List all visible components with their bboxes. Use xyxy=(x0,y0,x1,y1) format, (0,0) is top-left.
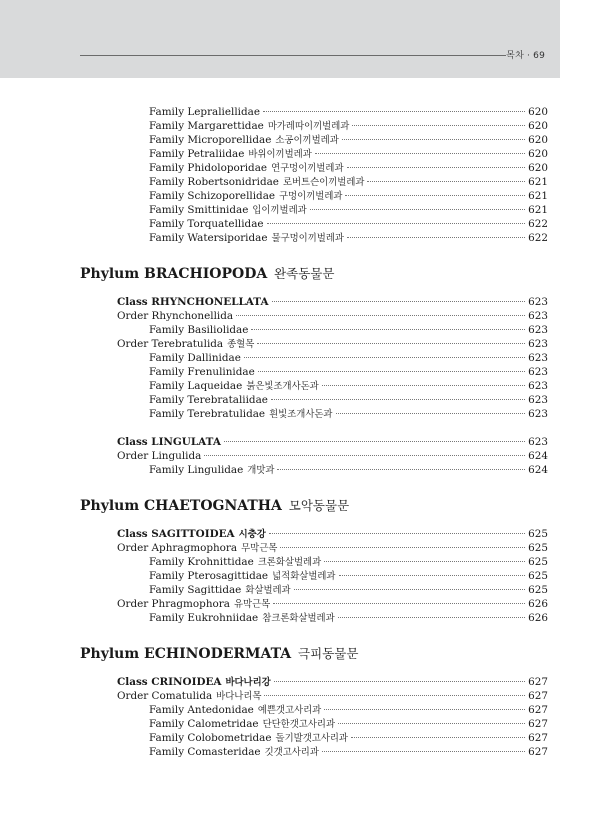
dot-leader xyxy=(367,181,525,182)
entry-name: Order Rhynchonellida xyxy=(117,310,234,322)
page-number: 623 xyxy=(528,338,548,350)
entry-name: Family Lingulidae xyxy=(149,464,244,476)
entry-korean-name: 화살벌레과 xyxy=(245,585,291,596)
dot-leader xyxy=(324,709,525,710)
page-number: 625 xyxy=(528,556,548,568)
dot-leader xyxy=(274,681,525,682)
entry-name: Order Terebratulida xyxy=(117,338,224,350)
toc-entry xyxy=(0,189,548,203)
entry-korean-name: 개맛과 xyxy=(247,465,275,476)
entry-name: Family Pterosagittidae xyxy=(149,570,269,582)
entry-name: Order Lingulida xyxy=(117,450,202,462)
entry-korean-name: 입이끼벌레과 xyxy=(252,205,307,216)
entry-korean-name: 바다나리강 xyxy=(225,677,271,688)
entry-name: Order Aphragmophora xyxy=(117,542,238,554)
page-number: 626 xyxy=(528,612,548,624)
group-gap xyxy=(0,421,605,435)
toc-entry xyxy=(0,435,548,449)
entry-name: Family Petraliidae xyxy=(149,148,245,160)
page-number: 625 xyxy=(528,584,548,596)
page-number: 627 xyxy=(528,690,548,702)
entry-korean-name: 돌기발갯고사리과 xyxy=(275,733,348,744)
page-number: 624 xyxy=(528,450,548,462)
entry-name: Order Phragmophora xyxy=(117,598,230,610)
entry-name: Family Frenulinidae xyxy=(149,366,255,378)
page-number: 623 xyxy=(528,310,548,322)
header-band xyxy=(0,0,560,78)
entry-korean-name: 로버트슨이끼벌레과 xyxy=(282,177,365,188)
entry-name: Family Terebrataliidae xyxy=(149,394,268,406)
dot-leader xyxy=(204,455,525,456)
toc-entry xyxy=(0,731,548,745)
entry-name: Family Antedonidae xyxy=(149,704,254,716)
page-number: 623 xyxy=(528,408,548,420)
entry-korean-name: 깃갯고사리과 xyxy=(264,747,319,758)
page-number: 620 xyxy=(528,162,548,174)
dot-leader xyxy=(294,589,525,590)
running-head: 목차 · 69 xyxy=(506,51,545,61)
dot-leader xyxy=(342,139,525,140)
entry-korean-name: 예쁜갯고사리과 xyxy=(257,705,322,716)
section-gap xyxy=(0,625,605,645)
entry-name: Family Watersiporidae xyxy=(149,232,268,244)
entry-name: Family Robertsonidridae xyxy=(149,176,279,188)
dot-leader xyxy=(347,167,525,168)
dot-leader xyxy=(269,533,525,534)
toc-entry xyxy=(0,583,548,597)
section-gap xyxy=(0,245,605,265)
toc-entry xyxy=(0,295,548,309)
phylum-name: Phylum ECHINODERMATA xyxy=(80,646,292,662)
entry-korean-name: 크론화살벌레과 xyxy=(257,557,322,568)
dot-leader xyxy=(351,737,525,738)
entry-name: Family Smittinidae xyxy=(149,204,249,216)
entry-name: Family Comasteridae xyxy=(149,746,261,758)
phylum-heading xyxy=(0,265,605,283)
page-number: 625 xyxy=(528,570,548,582)
phylum-heading xyxy=(0,497,605,515)
entry-korean-name: 참크론화살벌레과 xyxy=(262,613,335,624)
entry-korean-name: 흰빛조개사돈과 xyxy=(269,409,333,420)
dot-leader xyxy=(267,223,525,224)
header-rule xyxy=(80,55,506,56)
toc-entry xyxy=(0,393,548,407)
entry-korean-name: 시충강 xyxy=(238,529,266,540)
phylum-gap xyxy=(0,663,605,675)
entry-name: Order Comatulida xyxy=(117,690,213,702)
dot-leader xyxy=(271,399,525,400)
toc-entry xyxy=(0,323,548,337)
entry-name: Family Sagittidae xyxy=(149,584,242,596)
entry-name: Family Colobometridae xyxy=(149,732,272,744)
entry-name: Family Eukrohniidae xyxy=(149,612,259,624)
phylum-name: Phylum CHAETOGNATHA xyxy=(80,498,282,514)
phylum-korean-name: 극피동물문 xyxy=(298,646,359,661)
toc-entry xyxy=(0,675,548,689)
entry-name: Family Calometridae xyxy=(149,718,259,730)
dot-leader xyxy=(324,561,525,562)
page-number: 627 xyxy=(528,704,548,716)
toc-entry xyxy=(0,541,548,555)
entry-name: Family Lepraliellidae xyxy=(149,106,260,118)
entry-name: Family Terebratulidae xyxy=(149,408,266,420)
entry-name: Family Torquatellidae xyxy=(149,218,264,230)
toc-entry xyxy=(0,463,548,477)
toc-entry xyxy=(0,337,548,351)
dot-leader xyxy=(338,723,525,724)
dot-leader xyxy=(258,371,525,372)
dot-leader xyxy=(264,695,525,696)
page-number: 623 xyxy=(528,324,548,336)
dot-leader xyxy=(244,357,525,358)
dot-leader xyxy=(310,209,525,210)
toc-entry xyxy=(0,379,548,393)
dot-leader xyxy=(273,603,525,604)
entry-korean-name: 소공이끼벌레과 xyxy=(275,135,339,146)
entry-name: Family Margarettidae xyxy=(149,120,264,132)
page-number: 620 xyxy=(528,106,548,118)
dot-leader xyxy=(251,329,525,330)
toc-entry xyxy=(0,611,548,625)
entry-name: Family Dallinidae xyxy=(149,352,241,364)
entry-name: Class LINGULATA xyxy=(117,436,221,448)
toc-entry xyxy=(0,597,548,611)
toc-entry xyxy=(0,203,548,217)
entry-korean-name: 붉은빛조개사돈과 xyxy=(246,381,319,392)
page-number: 620 xyxy=(528,120,548,132)
page-number: 620 xyxy=(528,148,548,160)
toc-entry xyxy=(0,105,548,119)
phylum-gap xyxy=(0,283,605,295)
entry-name: Family Microporellidae xyxy=(149,134,272,146)
toc-entry xyxy=(0,309,548,323)
page-number: 621 xyxy=(528,204,548,216)
dot-leader xyxy=(322,751,525,752)
entry-korean-name: 바위이끼벌레과 xyxy=(248,149,312,160)
page-number: 623 xyxy=(528,366,548,378)
dot-leader xyxy=(272,301,525,302)
page-number: 627 xyxy=(528,746,548,758)
page-number: 623 xyxy=(528,394,548,406)
page-number: 621 xyxy=(528,176,548,188)
page-number: 623 xyxy=(528,436,548,448)
entry-korean-name: 종혈목 xyxy=(227,339,255,350)
page-number: 625 xyxy=(528,542,548,554)
dot-leader xyxy=(336,413,526,414)
entry-korean-name: 단단한갯고사리과 xyxy=(262,719,336,730)
toc-entry xyxy=(0,407,548,421)
entry-korean-name: 마가레따이끼벌레과 xyxy=(267,121,350,132)
toc-entry xyxy=(0,161,548,175)
dot-leader xyxy=(322,385,525,386)
dot-leader xyxy=(345,195,525,196)
page-number: 622 xyxy=(528,218,548,230)
page-number: 622 xyxy=(528,232,548,244)
toc-entry xyxy=(0,133,548,147)
toc-entry xyxy=(0,365,548,379)
page-number: 621 xyxy=(528,190,548,202)
page-number: 623 xyxy=(528,352,548,364)
entry-name: Class SAGITTOIDEA xyxy=(117,528,235,540)
toc-entry xyxy=(0,745,548,759)
dot-leader xyxy=(347,237,525,238)
entry-name: Class CRINOIDEA xyxy=(117,676,222,688)
page-number: 627 xyxy=(528,676,548,688)
entry-korean-name: 유막근목 xyxy=(233,599,271,610)
table-of-contents xyxy=(0,105,605,759)
dot-leader xyxy=(338,617,525,618)
dot-leader xyxy=(236,315,525,316)
toc-entry xyxy=(0,703,548,717)
phylum-korean-name: 완족동물문 xyxy=(274,266,335,281)
page-number: 626 xyxy=(528,598,548,610)
dot-leader xyxy=(280,547,525,548)
page-number: 623 xyxy=(528,380,548,392)
entry-korean-name: 무막근목 xyxy=(241,543,278,554)
toc-entry xyxy=(0,119,548,133)
dot-leader xyxy=(339,575,526,576)
toc-entry xyxy=(0,569,548,583)
dot-leader xyxy=(263,111,525,112)
entry-name: Family Basiliolidae xyxy=(149,324,249,336)
page-number: 620 xyxy=(528,134,548,146)
toc-entry xyxy=(0,555,548,569)
toc-entry xyxy=(0,217,548,231)
page-number: 625 xyxy=(528,528,548,540)
toc-entry xyxy=(0,351,548,365)
phylum-gap xyxy=(0,515,605,527)
dot-leader xyxy=(257,343,525,344)
dot-leader xyxy=(315,153,525,154)
page-number: 623 xyxy=(528,296,548,308)
toc-entry xyxy=(0,231,548,245)
toc-entry xyxy=(0,449,548,463)
toc-entry xyxy=(0,527,548,541)
phylum-korean-name: 모악동물문 xyxy=(288,498,350,513)
page-number: 627 xyxy=(528,718,548,730)
entry-korean-name: 구멍이끼벌레과 xyxy=(279,191,343,202)
entry-korean-name: 넓적화살벌레과 xyxy=(272,571,336,582)
entry-name: Family Krohnittidae xyxy=(149,556,254,568)
toc-entry xyxy=(0,689,548,703)
entry-name: Family Schizoporellidae xyxy=(149,190,276,202)
entry-name: Family Laqueidae xyxy=(149,380,243,392)
page-number: 624 xyxy=(528,464,548,476)
toc-entry xyxy=(0,147,548,161)
page-number: 627 xyxy=(528,732,548,744)
entry-name: Class RHYNCHONELLATA xyxy=(117,296,269,308)
phylum-heading xyxy=(0,645,605,663)
dot-leader xyxy=(224,441,525,442)
entry-name: Family Phidoloporidae xyxy=(149,162,268,174)
phylum-name: Phylum BRACHIOPODA xyxy=(80,266,268,282)
section-gap xyxy=(0,477,605,497)
entry-korean-name: 연구멍이끼벌레과 xyxy=(271,163,344,174)
entry-korean-name: 바다나리목 xyxy=(216,691,262,702)
toc-entry xyxy=(0,175,548,189)
entry-korean-name: 물구멍이끼벌레과 xyxy=(271,233,344,244)
dot-leader xyxy=(352,125,525,126)
toc-entry xyxy=(0,717,548,731)
dot-leader xyxy=(277,469,525,470)
